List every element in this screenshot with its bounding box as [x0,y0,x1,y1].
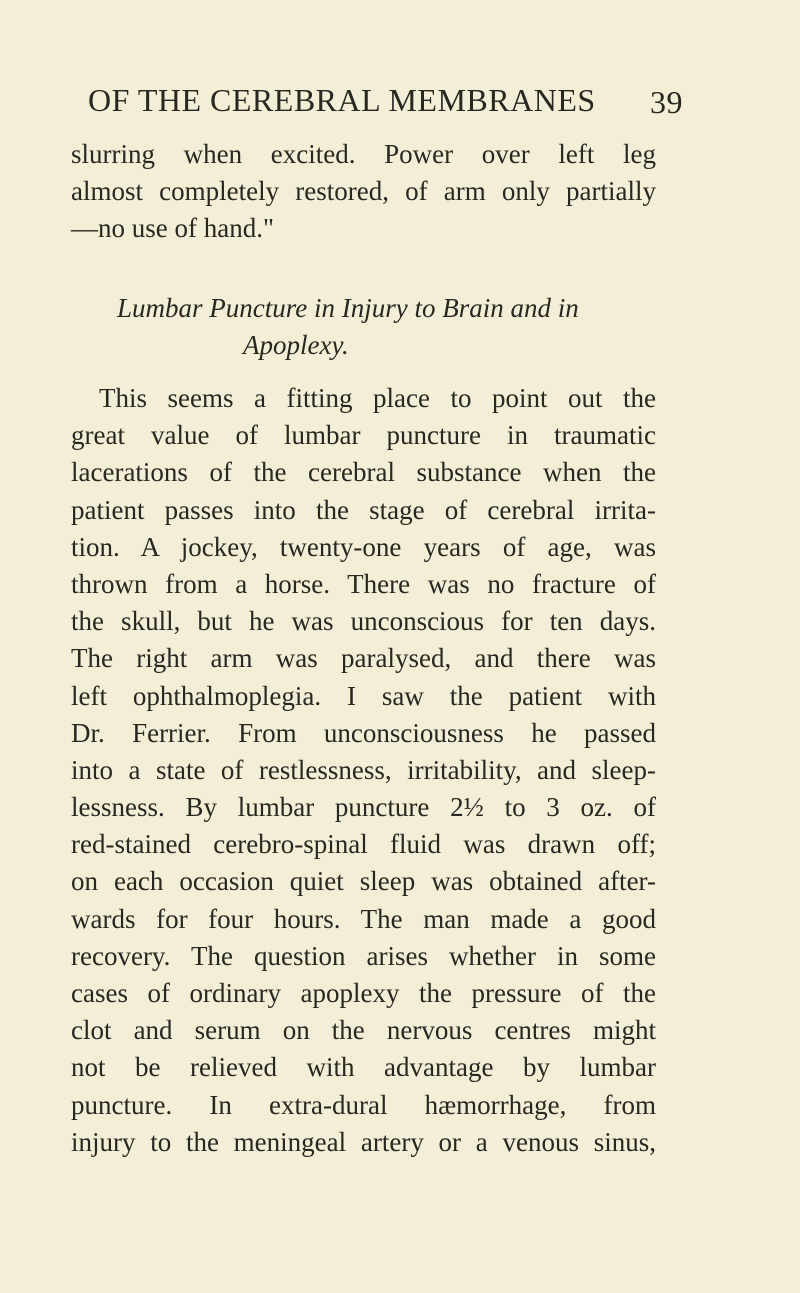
section-heading-line: Apoplexy. [243,330,349,361]
text-line: thrown from a horse. There was no fracture of [71,568,656,599]
opening-paragraph [71,136,656,248]
text-line: on each occasion quiet sleep was obtained after- [71,866,656,897]
text-line: wards for four hours. The man made a good [71,903,656,934]
text-line: not be relieved with advantage by lumbar [71,1052,656,1083]
text-line: tion. A jockey, twenty-one years of age, was [71,531,656,562]
text-line: left ophthalmoplegia. I saw the patient with [71,680,656,711]
text-line: into a state of restlessness, irritability, and sleep- [71,754,656,785]
text-line: lacerations of the cerebral substance when the [71,457,656,488]
text-line: recovery. The question arises whether in some [71,940,656,971]
text-line: The right arm was paralysed, and there was [71,643,656,674]
section-heading-line: Lumbar Puncture in Injury to Brain and in [117,293,579,323]
section-heading [71,290,656,364]
text-line: great value of lumbar puncture in traumatic [71,420,656,451]
text-line: slurring when excited. Power over left leg [71,139,656,169]
text-line: the skull, but he was unconscious for ten days. [71,606,656,637]
text-line: clot and serum on the nervous centres might [71,1015,656,1046]
body-paragraph [71,380,656,1161]
text-line: —no use of hand." [71,213,274,244]
page-number: 39 [650,84,683,120]
text-line: lessness. By lumbar puncture 2½ to 3 oz. of [71,792,656,823]
text-line: puncture. In extra-dural hæmorrhage, from [71,1089,656,1120]
text-line: red-stained cerebro-spinal fluid was drawn off; [71,829,656,860]
text-line: injury to the meningeal artery or a venous sinus, [71,1126,656,1157]
running-head [88,80,688,120]
text-line: almost completely restored, of arm only partially [71,176,656,207]
running-title: OF THE CEREBRAL MEMBRANES [88,82,596,118]
text-line: patient passes into the stage of cerebral irrita- [71,494,656,525]
text-line: Dr. Ferrier. From unconsciousness he passed [71,717,656,748]
text-line: This seems a fitting place to point out the [99,383,656,413]
text-line: cases of ordinary apoplexy the pressure of the [71,978,656,1008]
